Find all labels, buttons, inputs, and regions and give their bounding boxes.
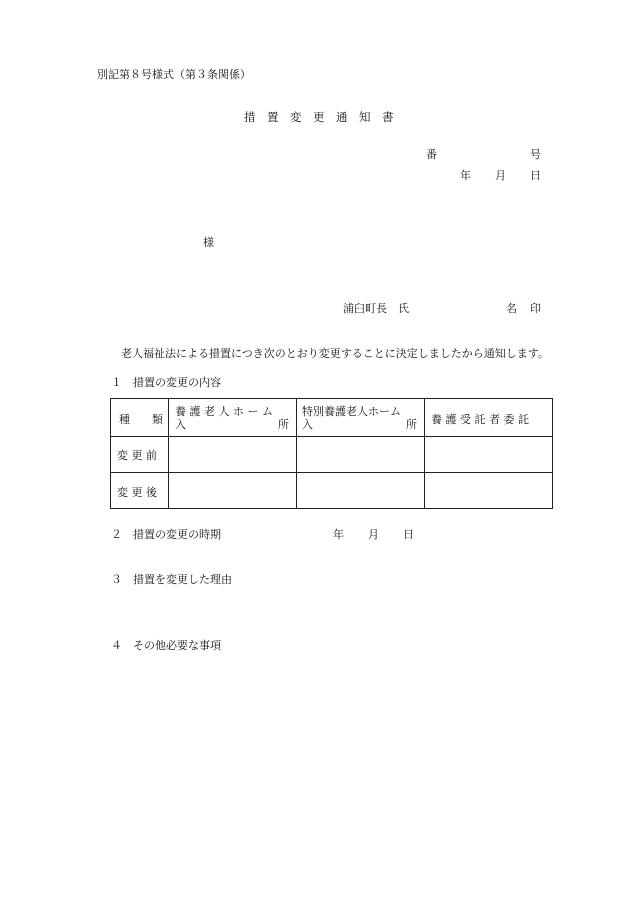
document-title: 措 置 変 更 通 知 書 xyxy=(244,110,394,124)
section-2-year: 年 xyxy=(333,528,344,541)
addressee-sama: 様 xyxy=(203,236,214,249)
issuer-seal: 印 xyxy=(530,302,541,315)
table-col-line xyxy=(168,399,169,508)
table-header-col3: 養 護 受 託 者 委 託 xyxy=(431,413,529,426)
number-label-go: 号 xyxy=(530,148,541,161)
issuer-title: 浦臼町長 氏 xyxy=(343,302,409,315)
form-reference: 別記第８号様式（第３条関係） xyxy=(97,68,251,81)
table-header-col2-line2-left: 入 xyxy=(302,418,313,431)
date-month: 月 xyxy=(495,169,506,182)
number-label-ban: 番 xyxy=(426,148,437,161)
issuer-name-label: 名 xyxy=(506,302,517,315)
section-2-heading: ２ 措置の変更の時期 xyxy=(111,528,221,541)
table-header-col2-line1: 特別養護老人ホーム xyxy=(302,405,401,418)
table-header-col1-line2-right: 所 xyxy=(278,418,289,431)
table-row-before-label: 変 更 前 xyxy=(117,449,157,462)
table-row-after-label: 変 更 後 xyxy=(117,486,157,499)
section-2-month: 月 xyxy=(368,528,379,541)
table-row-line xyxy=(111,436,552,437)
section-2-day: 日 xyxy=(403,528,414,541)
table-col-line xyxy=(296,399,297,508)
date-day: 日 xyxy=(530,169,541,182)
table-header-kind: 種 類 xyxy=(119,413,163,426)
table-header-col2-line2-right: 所 xyxy=(406,418,417,431)
table-header-col1-line2-left: 入 xyxy=(175,418,186,431)
table-header-col1-line1: 養 護 老 人 ホ ー ム xyxy=(175,405,273,418)
section-3-heading: ３ 措置を変更した理由 xyxy=(111,573,232,586)
change-table xyxy=(110,398,553,509)
section-4-heading: ４ その他必要な事項 xyxy=(111,639,221,652)
section-1-heading: １ 措置の変更の内容 xyxy=(111,376,221,389)
date-year: 年 xyxy=(460,169,471,182)
table-row-line xyxy=(111,472,552,473)
body-text: 老人福祉法による措置につき次のとおり変更することに決定しましたから通知します。 xyxy=(121,347,549,360)
table-col-line xyxy=(424,399,425,508)
